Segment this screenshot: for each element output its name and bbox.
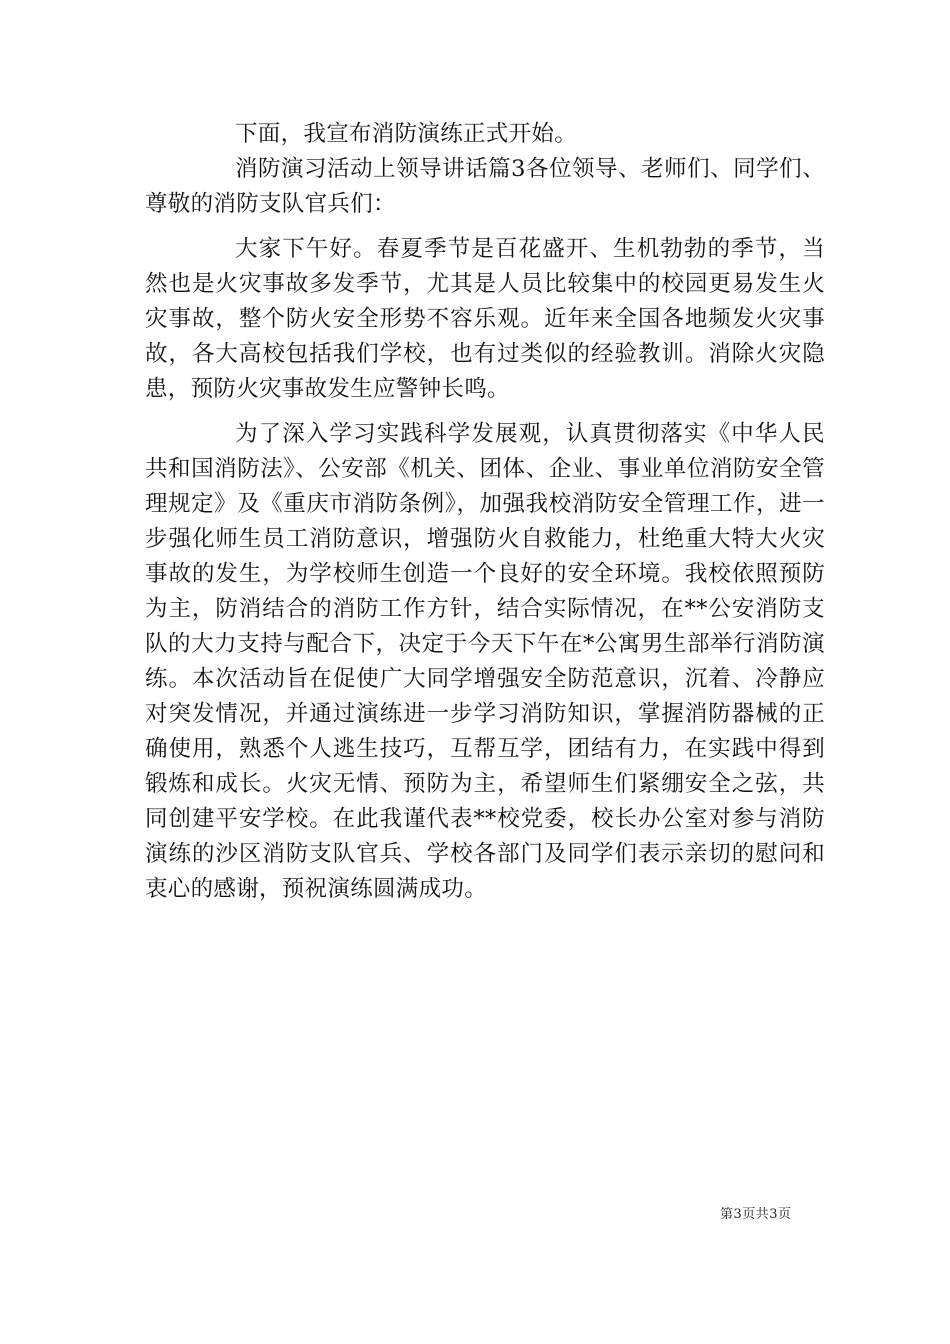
paragraph-speech-title-greeting: 消防演习活动上领导讲话篇3各位领导、老师们、同学们、尊敬的消防支队官兵们： — [145, 156, 825, 217]
paragraph-announcement: 下面，我宣布消防演练正式开始。 — [235, 121, 578, 147]
paragraph-opening: 大家下午好。春夏季节是百花盛开、生机勃勃的季节，当然也是火灾事故多发季节，尤其是人员比较集中的校园更易发生火灾事故，整个防火安全形势不容乐观。近年来全国各地频发火灾事故，各大高校包括我们学校，也有过类似的经验教训。消除火灾隐患，预防火灾事故发生应警钟长鸣。 — [145, 236, 825, 402]
paragraph-main-body: 为了深入学习实践科学发展观，认真贯彻落实《中华人民共和国消防法》、公安部《机关、团体、企业、事业单位消防安全管理规定》及《重庆市消防条例》，加强我校消防安全管理工作，进一步强化师生员工消防意识，增强防火自救能力，杜绝重大特大火灾事故的发生，为学校师生创造一个良好的安全环境。我校依照预防为主，防消结合的消防工作方针，结合实际情况，在**公安消防支队的大力支持与配合下，决定于今天下午在*公寓男生部举行消防演练。本次活动旨在促使广大同学增强安全防范意识，沉着、冷静应对突发情况，并通过演练进一步学习消防知识，掌握消防器械的正确使用，熟悉个人逃生技巧，互帮互学，团结有力，在实践中得到锻炼和成长。火灾无情、预防为主，希望师生们紧绷安全之弦，共同创建平安学校。在此我谨代表**校党委，校长办公室对参与消防演练的沙区消防支队官兵、学校各部门及同学们表示亲切的慰问和衷心的感谢，预祝演练圆满成功。 — [145, 421, 825, 902]
document-body — [145, 117, 825, 907]
page-number-footer: 第3页共3页 — [720, 1207, 792, 1222]
